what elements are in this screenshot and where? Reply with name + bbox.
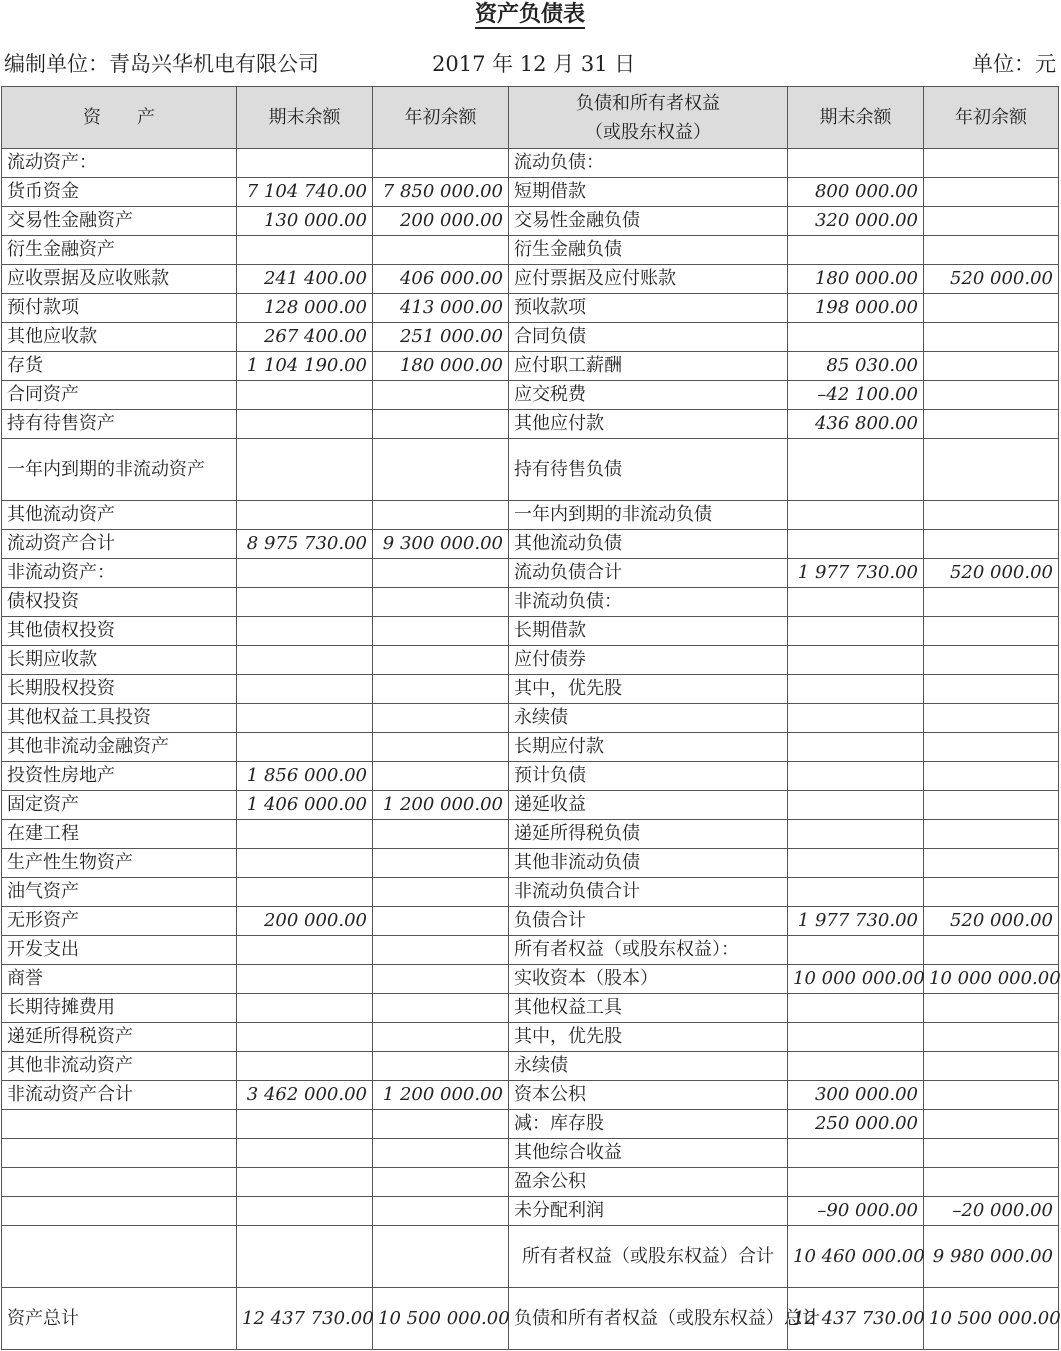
header-liab-line2: （或股东权益） (585, 121, 711, 143)
header-assets: 资 产 (2, 87, 237, 149)
asset-begin-balance: 7 850 000.00 (373, 178, 509, 207)
liability-end-balance (788, 733, 924, 762)
liability-item: 盈余公积 (509, 1168, 788, 1197)
asset-end-balance (237, 675, 373, 704)
asset-item: 投资性房地产 (2, 762, 237, 791)
asset-end-balance (237, 1168, 373, 1197)
asset-end-balance (237, 878, 373, 907)
liability-item: 流动负债： (509, 149, 788, 178)
asset-begin-balance (373, 849, 509, 878)
asset-item: 持有待售资产 (2, 410, 237, 439)
asset-begin-balance (373, 994, 509, 1023)
asset-item: 存货 (2, 352, 237, 381)
balance-sheet-table (1, 86, 1059, 1350)
asset-item: 流动资产合计 (2, 530, 237, 559)
asset-begin-balance: 1 200 000.00 (373, 1081, 509, 1110)
table-row (2, 294, 1059, 323)
liability-item: 交易性金融负债 (509, 207, 788, 236)
table-row (2, 236, 1059, 265)
liability-item: 流动负债合计 (509, 559, 788, 588)
asset-item: 其他债权投资 (2, 617, 237, 646)
liability-end-balance: 180 000.00 (788, 265, 924, 294)
table-row (2, 1288, 1059, 1350)
asset-end-balance (237, 588, 373, 617)
liability-begin-balance (924, 878, 1059, 907)
liability-item: 未分配利润 (509, 1197, 788, 1226)
asset-item: 长期应收款 (2, 646, 237, 675)
asset-end-balance: 200 000.00 (237, 907, 373, 936)
asset-end-balance: 1 104 190.00 (237, 352, 373, 381)
header-liab-begin-balance: 年初余额 (924, 87, 1059, 149)
asset-end-balance (237, 849, 373, 878)
liability-begin-balance (924, 936, 1059, 965)
liability-begin-balance (924, 294, 1059, 323)
asset-item: 衍生金融资产 (2, 236, 237, 265)
table-row (2, 820, 1059, 849)
liability-begin-balance (924, 207, 1059, 236)
liability-begin-balance (924, 352, 1059, 381)
asset-item: 其他应收款 (2, 323, 237, 352)
liability-item: 预收款项 (509, 294, 788, 323)
liability-end-balance (788, 1139, 924, 1168)
liability-item: 实收资本（股本） (509, 965, 788, 994)
asset-item: 商誉 (2, 965, 237, 994)
asset-end-balance: 128 000.00 (237, 294, 373, 323)
header-liab-end-balance: 期末余额 (788, 87, 924, 149)
currency-unit: 单位：元 (972, 52, 1056, 76)
liability-end-balance (788, 762, 924, 791)
liability-end-balance (788, 849, 924, 878)
asset-end-balance (237, 994, 373, 1023)
liability-end-balance (788, 617, 924, 646)
liability-end-balance (788, 675, 924, 704)
asset-begin-balance: 200 000.00 (373, 207, 509, 236)
asset-end-balance: 1 406 000.00 (237, 791, 373, 820)
asset-end-balance: 130 000.00 (237, 207, 373, 236)
liability-end-balance: 12 437 730.00 (788, 1288, 924, 1350)
asset-item: 一年内到期的非流动资产 (2, 439, 237, 501)
asset-begin-balance (373, 936, 509, 965)
table-row (2, 994, 1059, 1023)
asset-begin-balance (373, 762, 509, 791)
liability-end-balance (788, 936, 924, 965)
liability-begin-balance: –20 000.00 (924, 1197, 1059, 1226)
asset-end-balance (237, 1226, 373, 1288)
liability-begin-balance (924, 1023, 1059, 1052)
asset-end-balance (237, 410, 373, 439)
asset-item (2, 1168, 237, 1197)
table-row (2, 762, 1059, 791)
liability-item: 其中，优先股 (509, 675, 788, 704)
liability-end-balance: 1 977 730.00 (788, 907, 924, 936)
table-row (2, 439, 1059, 501)
table-header-row (2, 87, 1059, 149)
liability-item: 递延收益 (509, 791, 788, 820)
asset-begin-balance (373, 559, 509, 588)
liability-begin-balance: 10 000 000.00 (924, 965, 1059, 994)
table-row (2, 936, 1059, 965)
asset-begin-balance (373, 1139, 509, 1168)
liability-item: 应付职工薪酬 (509, 352, 788, 381)
asset-end-balance: 267 400.00 (237, 323, 373, 352)
page-title: 资产负债表 (474, 1, 585, 27)
liability-end-balance: –90 000.00 (788, 1197, 924, 1226)
table-row (2, 733, 1059, 762)
liability-begin-balance (924, 994, 1059, 1023)
asset-begin-balance (373, 820, 509, 849)
asset-begin-balance (373, 439, 509, 501)
liability-item: 负债和所有者权益（或股东权益）总计 (509, 1288, 788, 1350)
asset-begin-balance (373, 1023, 509, 1052)
table-row (2, 1139, 1059, 1168)
liability-item: 其中，优先股 (509, 1023, 788, 1052)
liability-begin-balance (924, 1110, 1059, 1139)
liability-end-balance (788, 1168, 924, 1197)
liability-begin-balance (924, 849, 1059, 878)
table-row (2, 675, 1059, 704)
liability-item: 短期借款 (509, 178, 788, 207)
liability-begin-balance (924, 1168, 1059, 1197)
asset-item: 固定资产 (2, 791, 237, 820)
asset-end-balance: 241 400.00 (237, 265, 373, 294)
liability-item: 持有待售负债 (509, 439, 788, 501)
asset-item: 流动资产： (2, 149, 237, 178)
table-row (2, 1052, 1059, 1081)
asset-end-balance (237, 820, 373, 849)
asset-end-balance (237, 501, 373, 530)
asset-end-balance: 12 437 730.00 (237, 1288, 373, 1350)
liability-item: 其他流动负债 (509, 530, 788, 559)
asset-begin-balance (373, 733, 509, 762)
asset-end-balance (237, 936, 373, 965)
liability-end-balance (788, 1023, 924, 1052)
asset-end-balance (237, 1197, 373, 1226)
liability-end-balance: 10 000 000.00 (788, 965, 924, 994)
table-row (2, 559, 1059, 588)
asset-item: 长期待摊费用 (2, 994, 237, 1023)
asset-begin-balance (373, 1197, 509, 1226)
asset-end-balance (237, 965, 373, 994)
asset-begin-balance (373, 588, 509, 617)
asset-item (2, 1139, 237, 1168)
liability-begin-balance (924, 1081, 1059, 1110)
liability-item: 其他权益工具 (509, 994, 788, 1023)
table-row (2, 501, 1059, 530)
liability-end-balance (788, 646, 924, 675)
table-row (2, 1023, 1059, 1052)
header-liab-line1: 负债和所有者权益 (576, 92, 720, 114)
liability-item: 资本公积 (509, 1081, 788, 1110)
liability-item: 长期借款 (509, 617, 788, 646)
liability-end-balance: –42 100.00 (788, 381, 924, 410)
asset-end-balance (237, 559, 373, 588)
liability-item: 其他综合收益 (509, 1139, 788, 1168)
asset-item: 资产总计 (2, 1288, 237, 1350)
liability-end-balance: 198 000.00 (788, 294, 924, 323)
liability-end-balance (788, 820, 924, 849)
asset-begin-balance: 1 200 000.00 (373, 791, 509, 820)
table-row (2, 381, 1059, 410)
asset-end-balance (237, 1139, 373, 1168)
liability-item: 预计负债 (509, 762, 788, 791)
liability-end-balance (788, 791, 924, 820)
liability-item: 合同负债 (509, 323, 788, 352)
asset-item: 无形资产 (2, 907, 237, 936)
asset-end-balance (237, 1023, 373, 1052)
table-row (2, 1081, 1059, 1110)
asset-item: 非流动资产合计 (2, 1081, 237, 1110)
liability-end-balance: 250 000.00 (788, 1110, 924, 1139)
report-date: 2017 年 12 月 31 日 (432, 52, 636, 76)
liability-begin-balance (924, 530, 1059, 559)
liability-item: 应付债券 (509, 646, 788, 675)
liability-end-balance (788, 149, 924, 178)
liability-begin-balance (924, 617, 1059, 646)
asset-item (2, 1226, 237, 1288)
liability-item: 所有者权益（或股东权益）： (509, 936, 788, 965)
table-row (2, 791, 1059, 820)
liability-begin-balance (924, 323, 1059, 352)
liability-begin-balance (924, 704, 1059, 733)
liability-end-balance: 300 000.00 (788, 1081, 924, 1110)
liability-end-balance: 320 000.00 (788, 207, 924, 236)
table-row (2, 907, 1059, 936)
header-assets-begin-balance: 年初余额 (373, 87, 509, 149)
asset-item (2, 1110, 237, 1139)
liability-item: 所有者权益（或股东权益）合计 (509, 1226, 788, 1288)
asset-item: 油气资产 (2, 878, 237, 907)
liability-begin-balance (924, 1052, 1059, 1081)
asset-end-balance (237, 617, 373, 646)
liability-item: 应付票据及应付账款 (509, 265, 788, 294)
asset-begin-balance (373, 501, 509, 530)
asset-end-balance: 3 462 000.00 (237, 1081, 373, 1110)
asset-begin-balance (373, 1168, 509, 1197)
liability-begin-balance (924, 588, 1059, 617)
liability-item: 负债合计 (509, 907, 788, 936)
table-row (2, 849, 1059, 878)
liability-begin-balance (924, 381, 1059, 410)
asset-end-balance (237, 646, 373, 675)
asset-begin-balance: 406 000.00 (373, 265, 509, 294)
asset-end-balance (237, 149, 373, 178)
asset-item: 预付款项 (2, 294, 237, 323)
asset-item: 长期股权投资 (2, 675, 237, 704)
liability-item: 永续债 (509, 704, 788, 733)
liability-begin-balance: 9 980 000.00 (924, 1226, 1059, 1288)
asset-end-balance (237, 439, 373, 501)
liability-end-balance (788, 323, 924, 352)
asset-begin-balance: 251 000.00 (373, 323, 509, 352)
liability-begin-balance (924, 236, 1059, 265)
asset-begin-balance (373, 236, 509, 265)
asset-item: 生产性生物资产 (2, 849, 237, 878)
liability-begin-balance (924, 178, 1059, 207)
asset-begin-balance (373, 907, 509, 936)
table-row (2, 588, 1059, 617)
asset-end-balance: 8 975 730.00 (237, 530, 373, 559)
liability-end-balance: 1 977 730.00 (788, 559, 924, 588)
liability-end-balance: 800 000.00 (788, 178, 924, 207)
header-assets-end-balance: 期末余额 (237, 87, 373, 149)
asset-item (2, 1197, 237, 1226)
liability-end-balance (788, 236, 924, 265)
liability-item: 衍生金融负债 (509, 236, 788, 265)
asset-begin-balance (373, 965, 509, 994)
asset-begin-balance: 413 000.00 (373, 294, 509, 323)
header-liabilities-equity (509, 87, 788, 149)
asset-end-balance (237, 733, 373, 762)
liability-end-balance (788, 1052, 924, 1081)
asset-end-balance: 7 104 740.00 (237, 178, 373, 207)
liability-end-balance (788, 588, 924, 617)
table-row (2, 352, 1059, 381)
liability-end-balance (788, 878, 924, 907)
asset-item: 债权投资 (2, 588, 237, 617)
liability-begin-balance (924, 733, 1059, 762)
table-row (2, 878, 1059, 907)
liability-begin-balance (924, 762, 1059, 791)
liability-begin-balance: 520 000.00 (924, 907, 1059, 936)
asset-item: 货币资金 (2, 178, 237, 207)
table-row (2, 617, 1059, 646)
liability-item: 长期应付款 (509, 733, 788, 762)
asset-begin-balance (373, 1052, 509, 1081)
asset-item: 开发支出 (2, 936, 237, 965)
liability-end-balance (788, 704, 924, 733)
asset-begin-balance (373, 410, 509, 439)
liability-item: 其他应付款 (509, 410, 788, 439)
liability-end-balance (788, 994, 924, 1023)
liability-begin-balance (924, 646, 1059, 675)
liability-item: 永续债 (509, 1052, 788, 1081)
asset-begin-balance (373, 878, 509, 907)
table-row (2, 646, 1059, 675)
liability-end-balance: 10 460 000.00 (788, 1226, 924, 1288)
asset-end-balance (237, 236, 373, 265)
asset-item: 合同资产 (2, 381, 237, 410)
table-row (2, 207, 1059, 236)
asset-item: 应收票据及应收账款 (2, 265, 237, 294)
table-row (2, 265, 1059, 294)
liability-item: 递延所得税负债 (509, 820, 788, 849)
liability-end-balance (788, 530, 924, 559)
liability-end-balance: 85 030.00 (788, 352, 924, 381)
liability-end-balance (788, 501, 924, 530)
asset-item: 其他非流动金融资产 (2, 733, 237, 762)
liability-item: 减：库存股 (509, 1110, 788, 1139)
asset-item: 其他非流动资产 (2, 1052, 237, 1081)
liability-item: 非流动负债合计 (509, 878, 788, 907)
asset-end-balance (237, 381, 373, 410)
liability-begin-balance: 10 500 000.00 (924, 1288, 1059, 1350)
liability-begin-balance (924, 149, 1059, 178)
asset-end-balance (237, 1052, 373, 1081)
reporting-entity: 编制单位：青岛兴华机电有限公司 (4, 52, 319, 76)
asset-begin-balance (373, 646, 509, 675)
liability-end-balance: 436 800.00 (788, 410, 924, 439)
asset-item: 其他权益工具投资 (2, 704, 237, 733)
asset-begin-balance (373, 149, 509, 178)
asset-begin-balance: 10 500 000.00 (373, 1288, 509, 1350)
liability-begin-balance (924, 675, 1059, 704)
asset-begin-balance: 180 000.00 (373, 352, 509, 381)
asset-end-balance (237, 1110, 373, 1139)
table-row (2, 965, 1059, 994)
liability-begin-balance (924, 410, 1059, 439)
table-row (2, 704, 1059, 733)
table-row (2, 323, 1059, 352)
liability-begin-balance (924, 1139, 1059, 1168)
asset-begin-balance (373, 381, 509, 410)
liability-item: 应交税费 (509, 381, 788, 410)
table-row (2, 178, 1059, 207)
table-row (2, 149, 1059, 178)
liability-begin-balance (924, 501, 1059, 530)
table-row (2, 1197, 1059, 1226)
asset-begin-balance (373, 704, 509, 733)
table-row (2, 1226, 1059, 1288)
table-row (2, 410, 1059, 439)
asset-begin-balance (373, 617, 509, 646)
asset-item: 交易性金融资产 (2, 207, 237, 236)
asset-item: 在建工程 (2, 820, 237, 849)
liability-item: 一年内到期的非流动负债 (509, 501, 788, 530)
liability-item: 其他非流动负债 (509, 849, 788, 878)
asset-begin-balance (373, 1110, 509, 1139)
table-row (2, 530, 1059, 559)
liability-begin-balance (924, 439, 1059, 501)
asset-end-balance (237, 704, 373, 733)
table-row (2, 1110, 1059, 1139)
asset-begin-balance: 9 300 000.00 (373, 530, 509, 559)
liability-begin-balance: 520 000.00 (924, 559, 1059, 588)
liability-begin-balance (924, 791, 1059, 820)
asset-end-balance: 1 856 000.00 (237, 762, 373, 791)
asset-begin-balance (373, 1226, 509, 1288)
liability-item: 非流动负债： (509, 588, 788, 617)
asset-item: 其他流动资产 (2, 501, 237, 530)
table-row (2, 1168, 1059, 1197)
liability-begin-balance: 520 000.00 (924, 265, 1059, 294)
liability-end-balance (788, 439, 924, 501)
asset-item: 递延所得税资产 (2, 1023, 237, 1052)
asset-begin-balance (373, 675, 509, 704)
asset-item: 非流动资产： (2, 559, 237, 588)
liability-begin-balance (924, 820, 1059, 849)
